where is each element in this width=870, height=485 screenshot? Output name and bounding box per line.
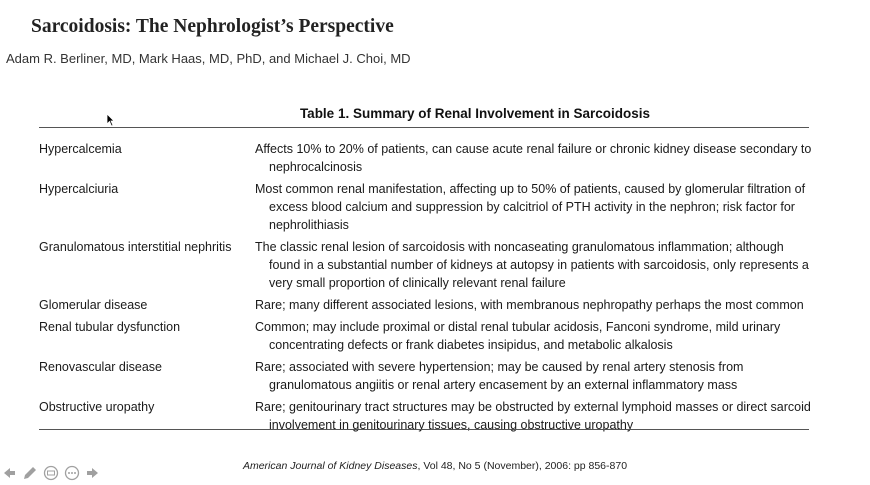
table-caption-text: Table 1. Summary of Renal Involvement in Sarcoidosis <box>299 106 651 121</box>
citation-details: , Vol 48, No 5 (November), 2006: pp 856-870 <box>417 460 628 472</box>
table-row <box>39 140 814 176</box>
row-description: Rare; genitourinary tract structures may be obstructed by external lymphoid masses or direct sarcoid involvement in genitourinary tissues, causing obstructive uropathy <box>255 400 811 432</box>
row-description: The classic renal lesion of sarcoidosis with noncaseating granulomatous inflammation; although found in a substantial number of kidneys at autopsy in patients with sarcoidosis, only represents a very small proportion of clinically relevant renal failure <box>255 240 809 290</box>
pen-icon[interactable] <box>21 464 39 482</box>
row-description: Common; may include proximal or distal renal tubular acidosis, Fanconi syndrome, mild urinary concentrating defects or frank diabetes insipidus, and metabolic alkalosis <box>255 320 781 352</box>
row-description: Rare; associated with severe hypertension; may be caused by renal artery stenosis from granulomatous angiitis or renal artery encasement by an external inflammatory mass <box>255 360 744 392</box>
table-row <box>39 296 814 314</box>
row-description: Rare; many different associated lesions, with membranous nephropathy perhaps the most common <box>255 298 804 312</box>
row-term: Obstructive uropathy <box>39 400 155 414</box>
row-term: Hypercalcemia <box>39 142 122 156</box>
table-row <box>39 318 814 354</box>
row-term: Glomerular disease <box>39 298 148 312</box>
row-term: Hypercalciuria <box>39 182 119 196</box>
table-row <box>39 358 814 394</box>
table-bottom-rule <box>39 429 809 430</box>
authors-line: Adam R. Berliner, MD, Mark Haas, MD, PhD, and Michael J. Choi, MD <box>6 51 411 66</box>
page-title: Sarcoidosis: The Nephrologist’s Perspective <box>31 16 394 37</box>
more-icon[interactable] <box>63 464 81 482</box>
table-row <box>39 238 814 292</box>
row-description: Affects 10% to 20% of patients, can cause acute renal failure or chronic kidney disease secondary to nephrocalcinosis <box>255 142 812 174</box>
row-term: Renovascular disease <box>39 360 162 374</box>
slides-icon[interactable] <box>42 464 60 482</box>
arrow-left-icon[interactable] <box>0 464 18 482</box>
table-top-rule <box>39 127 809 128</box>
row-term: Granulomatous interstitial nephritis <box>39 240 232 254</box>
arrow-right-icon[interactable] <box>84 464 102 482</box>
table-caption <box>0 106 870 121</box>
citation <box>0 460 870 472</box>
slide-nav-toolbar <box>0 462 102 484</box>
row-description: Most common renal manifestation, affecting up to 50% of patients, caused by glomerular filtration of excess blood calcium and suppression by calcitriol of PTH activity in the nephron; risk factor for nephrolithiasis <box>255 182 806 232</box>
table-row <box>39 180 814 234</box>
row-term: Renal tubular dysfunction <box>39 320 181 334</box>
citation-journal: American Journal of Kidney Diseases <box>242 460 418 472</box>
table-body <box>39 140 814 438</box>
